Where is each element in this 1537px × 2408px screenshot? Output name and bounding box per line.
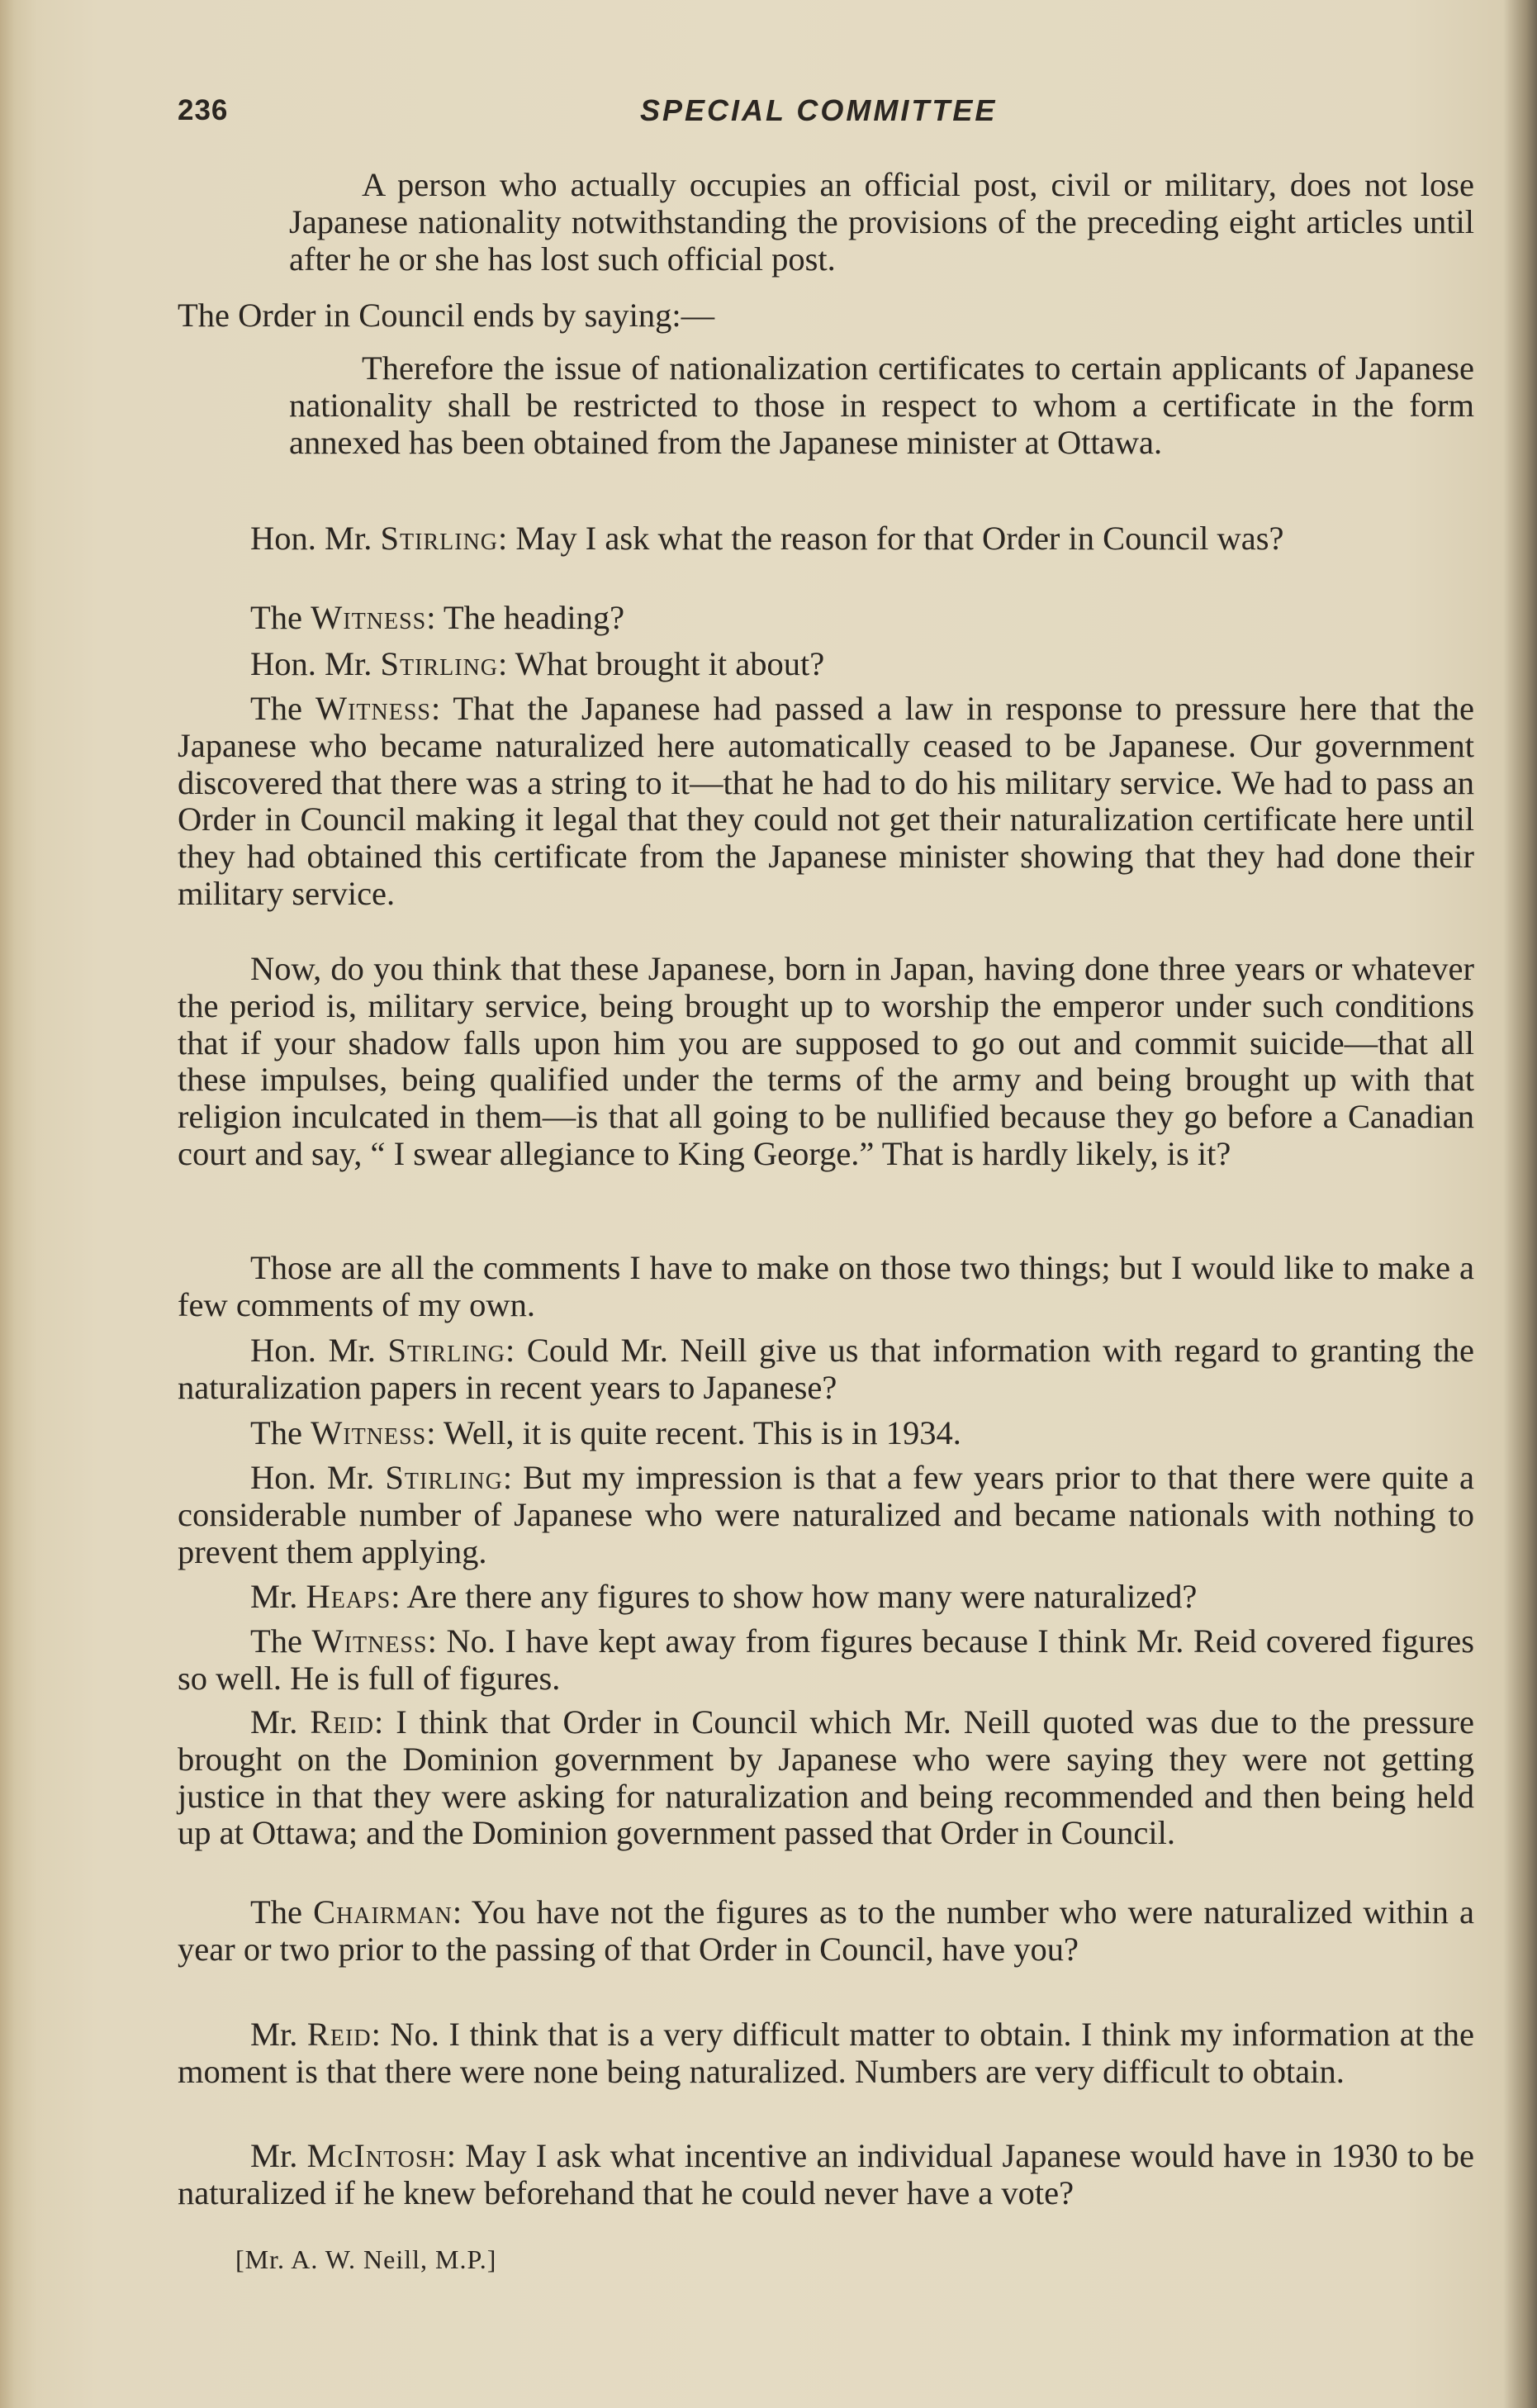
exchange	[178, 691, 1474, 913]
speaker-name: Stirling	[380, 645, 499, 682]
exchange-paragraph: The Witness: The heading?	[250, 599, 625, 636]
exchange-paragraph: Mr. Reid: I think that Order in Council which Mr. Neill quoted was due to the pressure brought on the Dominion government by Japanese who were saying they were not getting justice in that they were asking for naturalization and being recommended and then being held up at Ottawa; and the Dominion government passed that Order in Council.	[178, 1703, 1474, 1852]
exchange-paragraph: Mr. Heaps: Are there any figures to show how many were naturalized?	[250, 1578, 1198, 1615]
speaker-name: Witness	[311, 1622, 428, 1660]
page-footer-signature: [Mr. A. W. Neill, M.P.]	[235, 2244, 497, 2274]
speaker-name: Heaps	[306, 1578, 391, 1615]
running-head: SPECIAL COMMITTEE	[640, 93, 998, 127]
exchange	[178, 1415, 1474, 1452]
page-header	[178, 93, 1474, 134]
exchange-paragraph: Hon. Mr. Stirling: Could Mr. Neill give us that information with regard to granting the naturalization papers in recent years to Japanese?	[178, 1332, 1474, 1406]
order-intro-line: The Order in Council ends by saying:—	[178, 297, 715, 334]
quoted-order	[289, 350, 1474, 461]
exchange-paragraph: Hon. Mr. Stirling: What brought it about?	[250, 645, 825, 682]
order-intro	[178, 297, 1474, 335]
exchange	[178, 2138, 1474, 2212]
speaker-name: Stirling	[387, 1332, 505, 1369]
exchange	[178, 1623, 1474, 1698]
exchange-paragraph: The Witness: Well, it is quite recent. This is in 1934.	[250, 1414, 961, 1451]
exchange-paragraph: The Chairman: You have not the figures as to the number who were naturalized within a year or two prior to the passing of that Order in Council, have you?	[178, 1893, 1474, 1968]
exchange-paragraph: Mr. Reid: No. I think that is a very difficult matter to obtain. I think my information at the moment is that there were none being naturalized. Numbers are very difficult to obtain.	[178, 2016, 1474, 2090]
exchange	[178, 951, 1474, 1173]
exchange	[178, 1704, 1474, 1852]
speaker-name: Witness	[315, 690, 431, 727]
exchange	[178, 1460, 1474, 1570]
quote-paragraph: Therefore the issue of nationalization certificates to certain applicants of Japanese nationality shall be restricted to those in respect to whom a certificate in the form annexed has been obtained from the Japanese minister at Ottawa.	[289, 349, 1474, 461]
exchange-paragraph: Now, do you think that these Japanese, born in Japan, having done three years or whatever the period is, military service, being brought up to worship the emperor under such conditions that if your shadow falls upon him you are supposed to go out and commit suicide—that all these impulses, being qualified under the terms of the army and being brought up with that religion inculcated in them—is that all going to be nullified because they go before a Canadian court and say, “ I swear allegiance to King George.” That is hardly likely, is it?	[178, 950, 1474, 1172]
speaker-name: Witness	[311, 599, 427, 636]
quote-paragraph: A person who actually occupies an official post, civil or military, does not lose Japanese nationality notwithstanding the provisions of the preceding eight articles until after he or she has lost such official post.	[289, 166, 1474, 278]
exchange	[178, 520, 1474, 558]
exchange	[178, 646, 1474, 683]
exchange-paragraph: The Witness: No. I have kept away from figures because I think Mr. Reid covered figures so well. He is full of figures.	[178, 1622, 1474, 1697]
exchange	[178, 1894, 1474, 1969]
speaker-name: Reid	[306, 2016, 372, 2053]
exchange-paragraph: Those are all the comments I have to make on those two things; but I would like to make a few comments of my own.	[178, 1249, 1474, 1323]
exchange	[178, 1579, 1474, 1616]
exchange	[178, 1250, 1474, 1324]
speaker-name: Reid	[310, 1703, 375, 1741]
speaker-name: Chairman	[313, 1893, 453, 1931]
quoted-article	[289, 167, 1474, 278]
speaker-name: Stirling	[380, 520, 499, 557]
speaker-name: Stirling	[385, 1459, 503, 1496]
exchange-paragraph: Hon. Mr. Stirling: May I ask what the reason for that Order in Council was?	[250, 520, 1284, 557]
exchange	[178, 1332, 1474, 1407]
exchange-paragraph: Mr. McIntosh: May I ask what incentive an individual Japanese would have in 1930 to be naturalized if he knew beforehand that he could never have a vote?	[178, 2137, 1474, 2211]
exchange	[178, 2016, 1474, 2091]
exchange	[178, 600, 1474, 637]
page-number: 236	[178, 94, 229, 126]
exchange-paragraph: The Witness: That the Japanese had passed a law in response to pressure here that the Japanese who became naturalized here automatically ceased to be Japanese. Our government discovered that there was a string to it—that he had to do his military service. We had to pass an Order in Council making it legal that they could not get their naturalization certificate here until they had obtained this certificate from the Japanese minister showing that they had done their military service.	[178, 690, 1474, 912]
speaker-name: Witness	[311, 1414, 427, 1451]
speaker-name: McIntosh	[306, 2137, 447, 2174]
exchange-paragraph: Hon. Mr. Stirling: But my impression is that a few years prior to that there were quite a considerable number of Japanese who were naturalized and became nationals with nothing to prevent them applying.	[178, 1459, 1474, 1570]
